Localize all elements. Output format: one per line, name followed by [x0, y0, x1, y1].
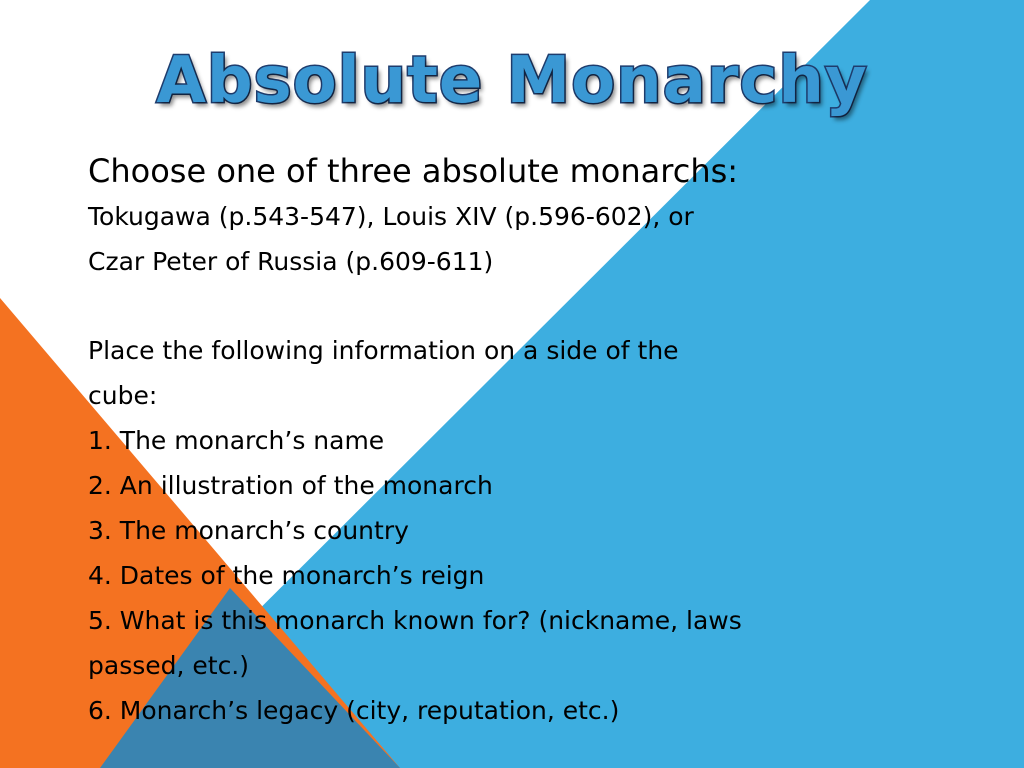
intro-text: Choose one of three absolute monarchs:: [88, 152, 739, 190]
list-item: 6. Monarch’s legacy (city, reputation, etc.): [88, 696, 620, 725]
spacer: [88, 284, 918, 328]
list-item: 4. Dates of the monarch’s reign: [88, 561, 485, 590]
list-item: 5. What is this monarch known for? (nickname, laws: [88, 606, 742, 635]
instruction-line-2: cube:: [88, 381, 158, 410]
options-line-2: Czar Peter of Russia (p.609-611): [88, 247, 494, 276]
instruction-line-1: Place the following information on a side of the: [88, 336, 679, 365]
slide-body: [88, 148, 918, 733]
list-item: 1. The monarch’s name: [88, 426, 385, 455]
options-line-1: Tokugawa (p.543-547), Louis XIV (p.596-602), or: [88, 202, 694, 231]
list-item: 2. An illustration of the monarch: [88, 471, 493, 500]
slide-title: Absolute Monarchy: [156, 44, 868, 118]
list-item: passed, etc.): [88, 651, 250, 680]
list-item: 3. The monarch’s country: [88, 516, 409, 545]
